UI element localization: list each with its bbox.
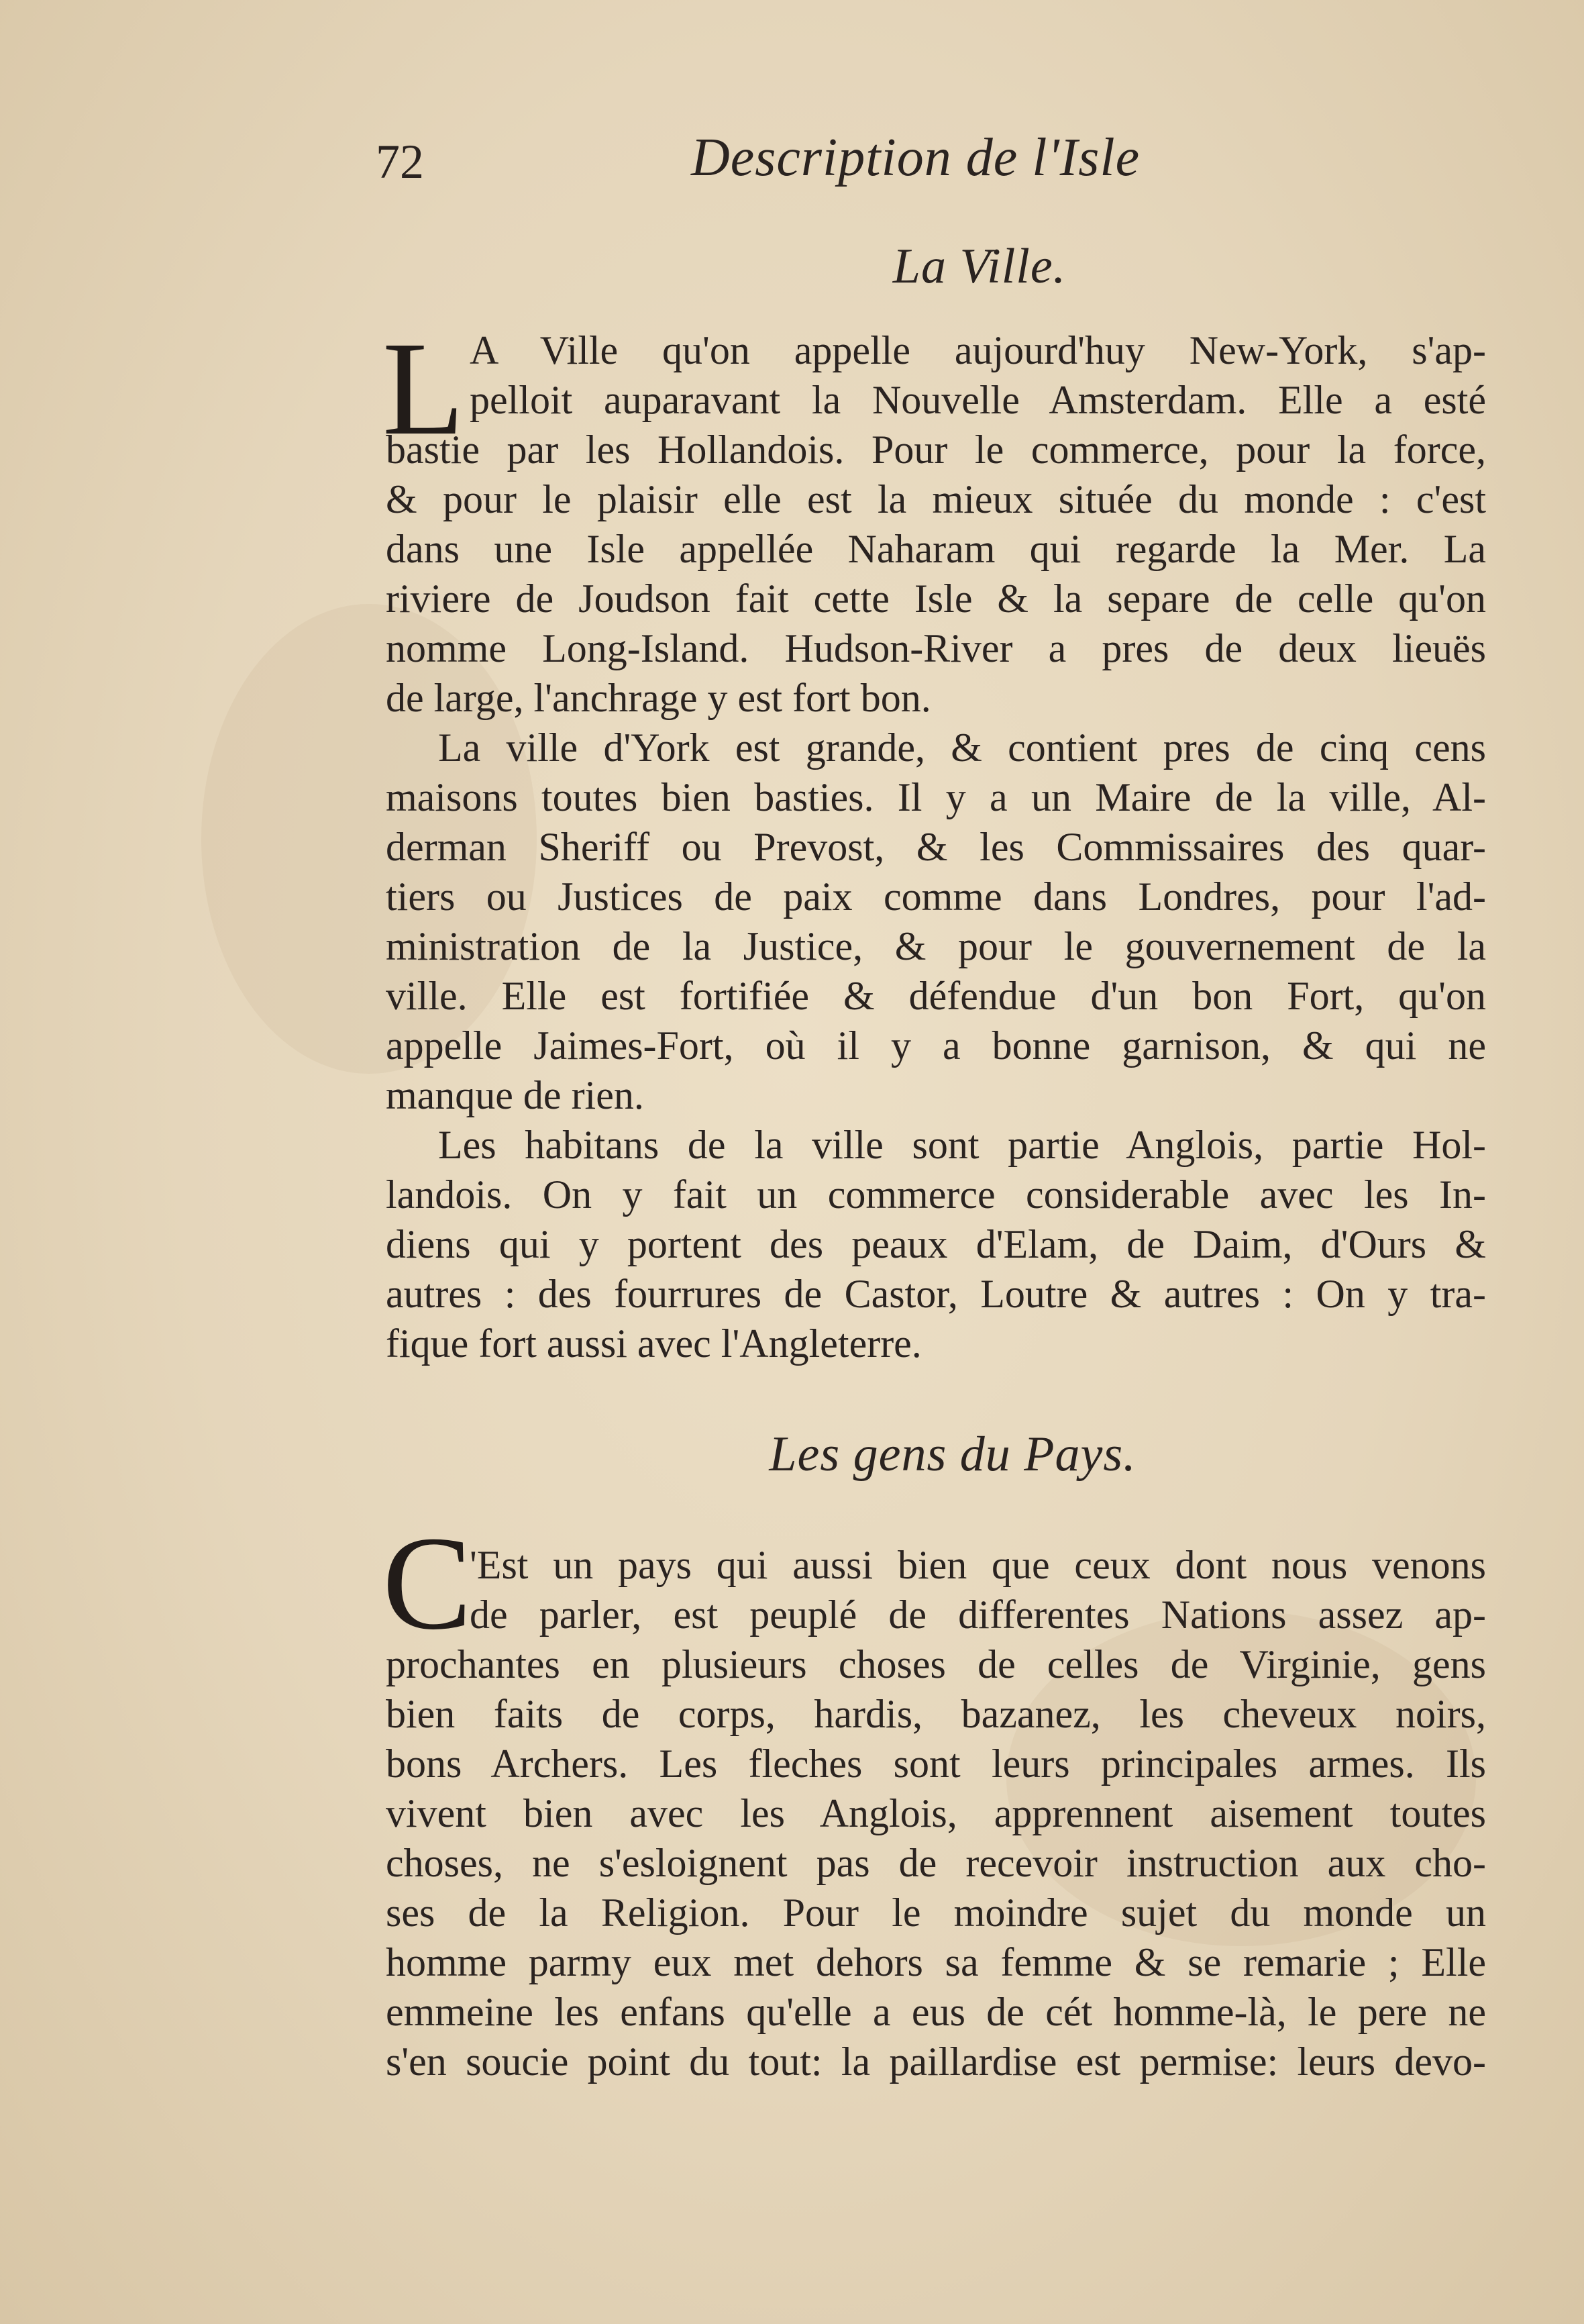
text-line: 'Est un pays qui aussi bien que ceux dont nous venons: [470, 1543, 1486, 1587]
text-line: homme parmy eux met dehors sa femme & se remarie ; Elle: [386, 1940, 1486, 1984]
text-line: de large, l'anchrage y est fort bon.: [386, 676, 931, 720]
text-line: s'en soucie point du tout: la paillardise est permise: leurs devo-: [386, 2039, 1486, 2084]
text-line: landois. On y fait un commerce considerable avec les In-: [386, 1172, 1486, 1217]
text-line: autres : des fourrures de Castor, Loutre & autres : On y tra-: [386, 1272, 1486, 1316]
text-line: riviere de Joudson fait cette Isle & la separe de celle qu'on: [386, 576, 1486, 621]
text-line: choses, ne s'esloignent pas de recevoir instruction aux cho-: [386, 1841, 1486, 1885]
drop-cap: L: [382, 315, 465, 463]
text-line: maisons toutes bien basties. Il y a un Maire de la ville, Al-: [386, 775, 1486, 819]
running-title: Description de l'Isle: [691, 128, 1141, 187]
section-body: [386, 1540, 1486, 2086]
text-line: La ville d'York est grande, & contient pres de cinq cens: [438, 725, 1486, 770]
text-line: Les habitans de la ville sont partie Anglois, partie Hol-: [438, 1123, 1486, 1167]
text-line: fique fort aussi avec l'Angleterre.: [386, 1321, 922, 1366]
text-line: bons Archers. Les fleches sont leurs principales armes. Ils: [386, 1741, 1486, 1786]
text-line: vivent bien avec les Anglois, apprennent aisement toutes: [386, 1791, 1486, 1835]
text-line: derman Sheriff ou Prevost, & les Commissaires des quar-: [386, 825, 1486, 869]
text-line: appelle Jaimes-Fort, où il y a bonne garnison, & qui ne: [386, 1023, 1486, 1068]
text-line: diens qui y portent des peaux d'Elam, de Daim, d'Ours &: [386, 1222, 1486, 1266]
text-line: ministration de la Justice, & pour le gouvernement de la: [386, 924, 1486, 968]
text-line: manque de rien.: [386, 1073, 644, 1117]
text-line: nomme Long-Island. Hudson-River a pres de deux lieuës: [386, 626, 1486, 670]
section-title: La Ville.: [892, 239, 1067, 294]
text-line: pelloit auparavant la Nouvelle Amsterdam. Elle a esté: [470, 378, 1486, 422]
text-line: de parler, est peuplé de differentes Nations assez ap-: [470, 1593, 1486, 1637]
text-line: ville. Elle est fortifiée & défendue d'un bon Fort, qu'on: [386, 974, 1486, 1018]
text-line: & pour le plaisir elle est la mieux située du monde : c'est: [386, 477, 1486, 521]
page-header: [376, 114, 1489, 195]
drop-cap: C: [382, 1509, 472, 1658]
text-line: bien faits de corps, hardis, bazanez, les cheveux noirs,: [386, 1692, 1486, 1736]
text-line: prochantes en plusieurs choses de celles de Virginie, gens: [386, 1642, 1486, 1686]
text-line: A Ville qu'on appelle aujourd'huy New-York, s'ap-: [470, 328, 1486, 372]
text-line: dans une Isle appellée Naharam qui regarde la Mer. La: [386, 527, 1486, 571]
section-title: Les gens du Pays.: [769, 1427, 1137, 1482]
section-body: [386, 325, 1486, 1368]
text-line: ses de la Religion. Pour le moindre sujet du monde un: [386, 1890, 1486, 1935]
page-number: 72: [376, 135, 424, 189]
text-line: bastie par les Hollandois. Pour le commerce, pour la force,: [386, 427, 1486, 472]
text-line: emmeine les enfans qu'elle a eus de cét homme-là, le pere ne: [386, 1990, 1486, 2034]
text-line: tiers ou Justices de paix comme dans Londres, pour l'ad-: [386, 874, 1486, 919]
